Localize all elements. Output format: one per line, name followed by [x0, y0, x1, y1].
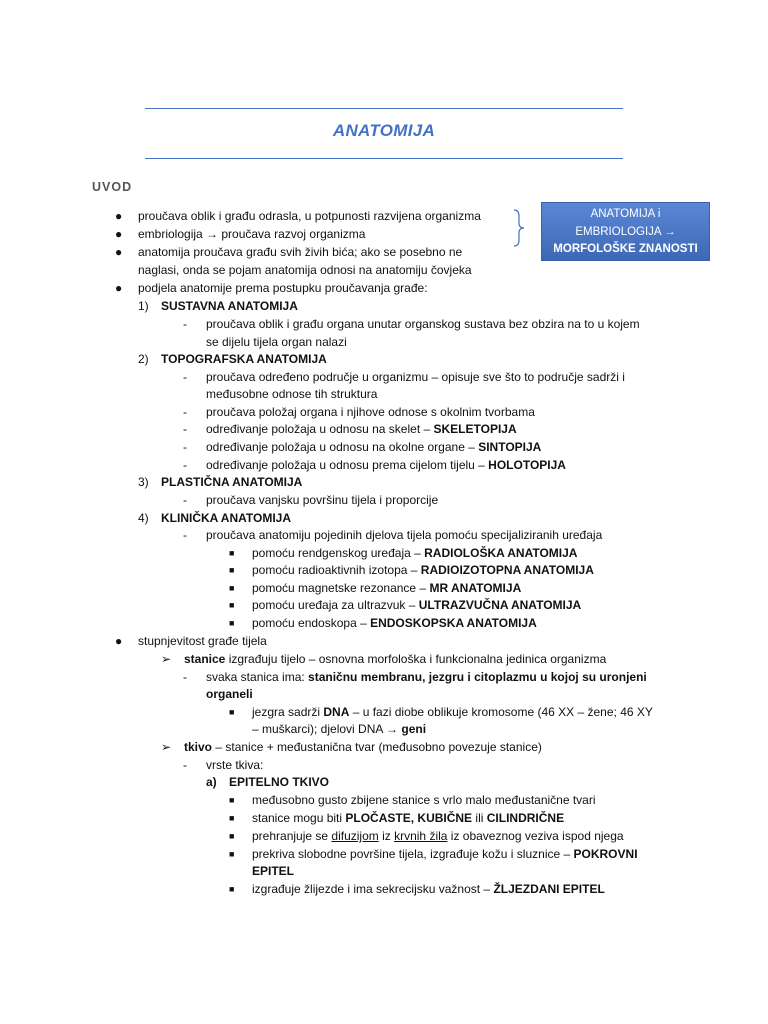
dash-item-continuation: međusobne odnose tih struktura [206, 387, 378, 401]
dash-item-continuation: se dijelu tijela organ nalazi [206, 335, 347, 349]
list-item: anatomija proučava građu svih živih bića; ako se posebno ne [138, 245, 463, 259]
sub-item: prekriva slobodne površine tijela, izgrađuje kožu i sluznice – POKROVNI [252, 847, 638, 861]
numbered-marker: 2) [138, 352, 149, 366]
sub-item: izgrađuje žlijezde i ima sekrecijsku važnost – ŽLJEZDANI EPITEL [252, 882, 605, 896]
square-bullet-icon: ■ [229, 795, 235, 805]
dash-icon: - [183, 493, 187, 507]
dash-item: proučava položaj organa i njihove odnose s okolnim tvorbama [206, 405, 535, 419]
page-title: ANATOMIJA [332, 121, 436, 140]
numbered-marker: 1) [138, 299, 149, 313]
numbered-marker: 4) [138, 511, 149, 525]
square-bullet-icon: ■ [229, 884, 235, 894]
section-heading: UVOD [92, 180, 133, 194]
list-item-continuation: naglasi, onda se pojam anatomija odnosi na anatomiju čovjeka [138, 263, 472, 277]
sub-item-continuation: EPITEL [252, 864, 295, 878]
sub-item: međusobno gusto zbijene stanice s vrlo malo međustanične tvari [252, 793, 596, 807]
numbered-item: SUSTAVNA ANATOMIJA [161, 299, 298, 313]
numbered-item: KLINIČKA ANATOMIJA [161, 511, 291, 525]
square-bullet-icon: ■ [229, 600, 235, 610]
numbered-item: PLASTIČNA ANATOMIJA [161, 475, 303, 489]
callout-line-2: EMBRIOLOGIJA → [575, 225, 676, 238]
sub-item: pomoću rendgenskog uređaja – RADIOLOŠKA ANATOMIJA [252, 546, 578, 560]
sub-item: jezgra sadrži DNA – u fazi diobe oblikuje kromosome (46 XX – žene; 46 XY [252, 705, 653, 719]
dash-item: proučava vanjsku površinu tijela i proporcije [206, 493, 439, 507]
bullet-icon: ● [115, 209, 123, 223]
dash-item: proučava oblik i građu organa unutar organskog sustava bez obzira na to u kojem [206, 317, 640, 331]
morphology-callout-box [541, 202, 710, 261]
list-item: podjela anatomije prema postupku proučavanja građe: [138, 281, 428, 295]
sub-item: stanice mogu biti PLOČASTE, KUBIČNE ili CILINDRIČNE [252, 811, 565, 825]
sub-item: pomoću uređaja za ultrazvuk – ULTRAZVUČNA ANATOMIJA [252, 598, 582, 612]
square-bullet-icon: ■ [229, 849, 235, 859]
square-bullet-icon: ■ [229, 548, 235, 558]
dash-icon: - [183, 758, 187, 772]
numbered-marker: 3) [138, 475, 149, 489]
sub-item: pomoću magnetske rezonance – MR ANATOMIJA [252, 581, 522, 595]
sub-item: pomoću radioaktivnih izotopa – RADIOIZOTOPNA ANATOMIJA [252, 563, 594, 577]
dash-icon: - [183, 670, 187, 684]
dash-icon: - [183, 317, 187, 331]
dash-icon: - [183, 422, 187, 436]
dash-item: određivanje položaja u odnosu na okolne organe – SINTOPIJA [206, 440, 542, 454]
title-bottom-rule [145, 158, 623, 159]
sub-item: pomoću endoskopa – ENDOSKOPSKA ANATOMIJA [252, 616, 537, 630]
bullet-icon: ● [115, 281, 123, 295]
square-bullet-icon: ■ [229, 618, 235, 628]
callout-line-1: ANATOMIJA i [590, 208, 661, 220]
square-bullet-icon: ■ [229, 565, 235, 575]
bullet-icon: ● [115, 227, 123, 241]
bullet-icon: ● [115, 245, 123, 259]
callout-line-3: MORFOLOŠKE ZNANOSTI [553, 243, 698, 255]
list-item: stupnjevitost građe tijela [138, 634, 267, 648]
sub-item-continuation: – muškarci); djelovi DNA → geni [252, 722, 427, 736]
list-item: embriologija → proučava razvoj organizma [138, 227, 366, 241]
dash-item: proučava anatomiju pojedinih djelova tijela pomoću specijaliziranih uređaja [206, 528, 603, 542]
dash-item: određivanje položaja u odnosu na skelet – SKELETOPIJA [206, 422, 517, 436]
dash-item-continuation: organeli [206, 687, 253, 701]
arrow-item: stanice izgrađuju tijelo – osnovna morfološka i funkcionalna jedinica organizma [184, 652, 607, 666]
title-top-rule [145, 108, 623, 109]
dash-icon: - [183, 458, 187, 472]
brace-icon [512, 208, 526, 248]
arrow-bullet-icon: ➢ [161, 652, 172, 666]
square-bullet-icon: ■ [229, 813, 235, 823]
dash-item: proučava određeno područje u organizmu – opisuje sve što to područje sadrži i [206, 370, 625, 384]
square-bullet-icon: ■ [229, 831, 235, 841]
letter-marker: a) [206, 775, 217, 789]
dash-icon: - [183, 405, 187, 419]
sub-item: prehranjuje se difuzijom iz krvnih žila iz obaveznog veziva ispod njega [252, 829, 624, 843]
square-bullet-icon: ■ [229, 707, 235, 717]
dash-item: određivanje položaja u odnosu prema cijelom tijelu – HOLOTOPIJA [206, 458, 566, 472]
numbered-item: TOPOGRAFSKA ANATOMIJA [161, 352, 327, 366]
arrow-bullet-icon: ➢ [161, 740, 172, 754]
bullet-icon: ● [115, 634, 123, 648]
list-item: proučava oblik i građu odrasla, u potpunosti razvijena organizma [138, 209, 481, 223]
dash-item: vrste tkiva: [206, 758, 264, 772]
letter-item: EPITELNO TKIVO [229, 775, 330, 789]
square-bullet-icon: ■ [229, 583, 235, 593]
dash-item: svaka stanica ima: staničnu membranu, jezgru i citoplazmu u kojoj su uronjeni [206, 670, 647, 684]
dash-icon: - [183, 440, 187, 454]
dash-icon: - [183, 528, 187, 542]
arrow-item: tkivo – stanice + međustanična tvar (međusobno povezuje stanice) [184, 740, 542, 754]
dash-icon: - [183, 370, 187, 384]
